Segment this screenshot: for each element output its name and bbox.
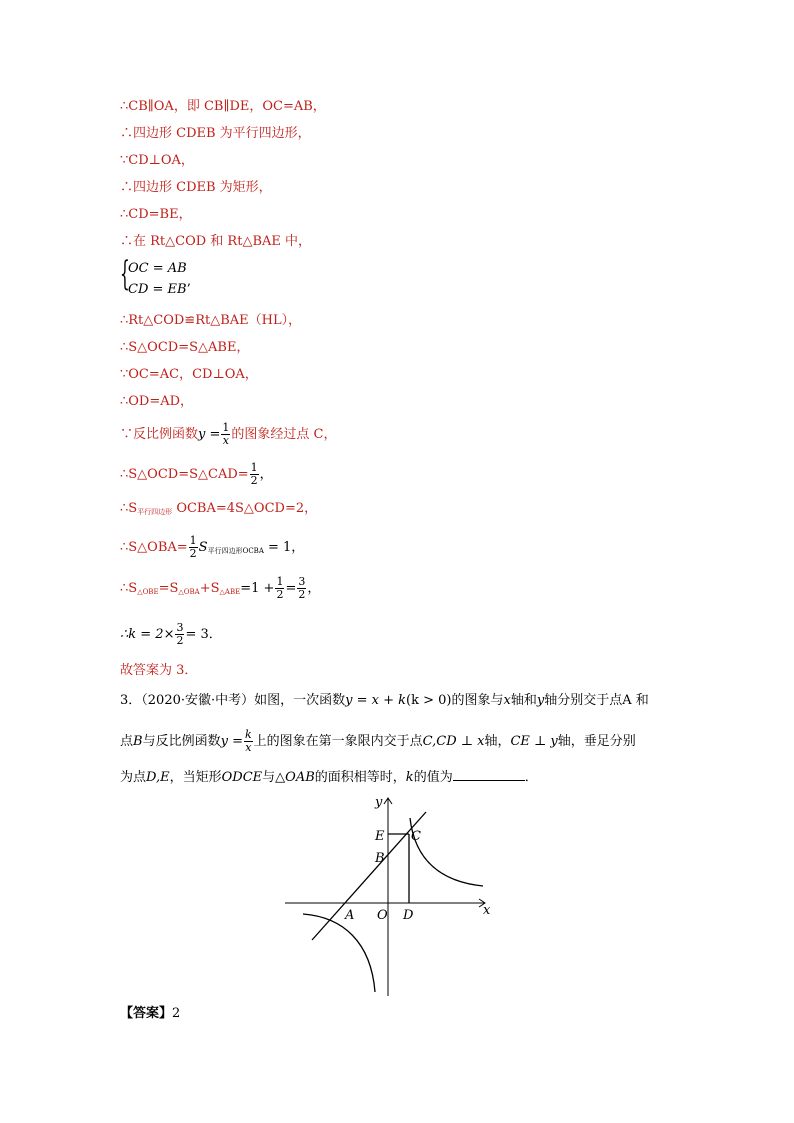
- answer-value: 2: [172, 1006, 181, 1021]
- line-13-sub: 平行四边形: [137, 508, 173, 516]
- line-15-s: ∴S: [120, 581, 138, 596]
- solution-line-9: ∵OC=AC，CD⊥OA，: [120, 367, 258, 382]
- solution-line-6: ∴在 Rt△COD 和 Rt△BAE 中，: [120, 234, 312, 249]
- frac-den: 2: [189, 547, 197, 560]
- final-answer-line: 故答案为 3．: [120, 663, 198, 678]
- problem-2-y: y =: [220, 734, 243, 749]
- line-13-prefix: ∴S: [120, 501, 138, 516]
- fraction-three-halves: [297, 576, 306, 601]
- line-11-suffix: 的图象经过点 C，: [231, 427, 337, 442]
- line-15-sub3: △ABE: [219, 588, 241, 596]
- problem-1a: 3．（2020·安徽·中考）如图，一次函数: [120, 693, 346, 708]
- problem-2-ce: CE ⊥ y: [510, 734, 558, 749]
- problem-3d: 的面积相等时，: [314, 770, 406, 785]
- problem-3b: ，当矩形: [169, 770, 222, 785]
- frac-num: 3: [176, 621, 184, 634]
- solution-line-7: ∴Rt△COD≌Rt△BAE（HL），: [120, 313, 302, 328]
- frac-num: 1: [250, 461, 258, 474]
- fraction-k-over-x: [244, 729, 253, 754]
- solution-line-2: ∴四边形 CDEB 为平行四边形，: [120, 126, 311, 141]
- problem-3f: ．: [524, 770, 538, 785]
- solution-line-1: ∴CB∥OA，即 CB∥DE，OC=AB，: [120, 99, 326, 114]
- fraction-half: [250, 462, 259, 487]
- fraction-1-over-x: [221, 422, 230, 447]
- line-14-sub: 平行四边形OCBA: [207, 547, 264, 555]
- problem-1-eq: y = x + k: [345, 693, 406, 708]
- label-y: y: [375, 795, 383, 810]
- line-11-y: y =: [198, 427, 221, 442]
- solution-line-14: [120, 535, 304, 560]
- label-d: D: [403, 908, 414, 923]
- fraction-half: [189, 535, 198, 560]
- frac-den: 2: [276, 588, 284, 601]
- line-14-prefix: ∴S△OBA=: [120, 540, 188, 555]
- label-c: C: [411, 829, 421, 844]
- system-equation-2: CD = EB: [128, 282, 187, 297]
- system-equation-2-tail: ’: [186, 282, 191, 297]
- line-15-plus: +S: [199, 581, 220, 596]
- hyperbola-branch-q3: [303, 914, 375, 992]
- system-brace: {: [120, 254, 130, 294]
- solution-line-11: [120, 422, 336, 447]
- solution-line-10: ∴OD=AD，: [120, 394, 194, 409]
- frac-den: 2: [176, 634, 184, 647]
- problem-2a: 点: [120, 734, 134, 749]
- line-11-prefix: ∵反比例函数: [120, 427, 199, 442]
- line-15-sub2: △OBA: [178, 588, 200, 596]
- solution-line-12: [120, 462, 273, 487]
- function-graph-figure: [283, 792, 503, 1002]
- problem-3c: 与: [262, 770, 276, 785]
- frac-den: x: [222, 434, 229, 447]
- line-15-sub1: △OBE: [137, 588, 159, 596]
- problem-2b: 与反比例函数: [142, 734, 221, 749]
- frac-den: x: [245, 741, 252, 754]
- fraction-three-halves: [175, 622, 184, 647]
- label-o: O: [377, 908, 388, 923]
- problem-1c: 轴和: [510, 693, 537, 708]
- line-12-suffix: ，: [259, 467, 273, 482]
- problem-line-1: [120, 692, 649, 710]
- problem-3-odce: ODCE: [221, 770, 263, 785]
- problem-3-k: k: [405, 770, 414, 785]
- problem-1d: 轴分别交于点A 和: [544, 693, 649, 708]
- solution-line-16: [120, 622, 222, 647]
- problem-1-cond: (k > 0): [406, 693, 452, 708]
- frac-num: k: [244, 728, 252, 741]
- line-14-suffix: = 1，: [263, 540, 305, 555]
- solution-line-4: ∴四边形 CDEB 为矩形，: [120, 180, 272, 195]
- line-13-suffix: OCBA=4S△OCD=2，: [172, 501, 318, 516]
- frac-num: 1: [189, 534, 197, 547]
- frac-num: 3: [298, 575, 306, 588]
- line-15-c: =1 +: [240, 581, 275, 596]
- problem-1b: 的图象与: [451, 693, 504, 708]
- solution-line-13: [120, 500, 317, 521]
- frac-num: 1: [276, 575, 284, 588]
- fraction-half: [275, 576, 284, 601]
- system-equation-1: OC = AB: [128, 261, 187, 276]
- problem-3-pts: D,E: [146, 770, 170, 785]
- system-equation-2-row: [128, 281, 191, 299]
- solution-line-8: ∴S△OCD=S△ABE，: [120, 340, 250, 355]
- line-15-eq: =S: [158, 581, 179, 596]
- line-15-d: =: [285, 581, 297, 596]
- solution-line-15: [120, 576, 320, 601]
- line-12-prefix: ∴S△OCD=S△CAD=: [120, 467, 249, 482]
- answer-blank: [453, 768, 525, 781]
- label-b: B: [375, 851, 385, 866]
- solution-line-3: ∵CD⊥OA，: [120, 153, 194, 168]
- line-16-prefix: ∴k = 2×: [120, 627, 175, 642]
- frac-den: 2: [298, 588, 306, 601]
- problem-line-3: [120, 768, 538, 787]
- problem-1-y: y: [536, 693, 545, 708]
- problem-3-tri: △OAB: [275, 770, 315, 785]
- frac-num: 1: [222, 421, 230, 434]
- answer-line: [120, 1005, 180, 1023]
- label-a: A: [345, 908, 355, 923]
- problem-2d: 轴，: [484, 734, 511, 749]
- frac-den: 2: [250, 474, 258, 487]
- problem-3a: 为点: [120, 770, 147, 785]
- answer-tag: 【答案】: [120, 1006, 173, 1021]
- line-16-suffix: = 3．: [185, 627, 222, 642]
- label-x: x: [483, 903, 491, 918]
- line-15-e: ，: [307, 581, 321, 596]
- problem-1-x: x: [503, 693, 511, 708]
- problem-2-B: B: [133, 734, 143, 749]
- problem-3e: 的值为: [413, 770, 453, 785]
- line-14-s: S: [198, 540, 208, 555]
- problem-line-2: [120, 729, 636, 754]
- problem-2c: 上的图象在第一象限内交于点: [253, 734, 423, 749]
- label-e: E: [375, 829, 385, 844]
- problem-2-pts: C,CD ⊥ x: [422, 734, 485, 749]
- problem-2e: 轴，垂足分别: [557, 734, 636, 749]
- solution-line-5: ∴CD=BE，: [120, 207, 192, 222]
